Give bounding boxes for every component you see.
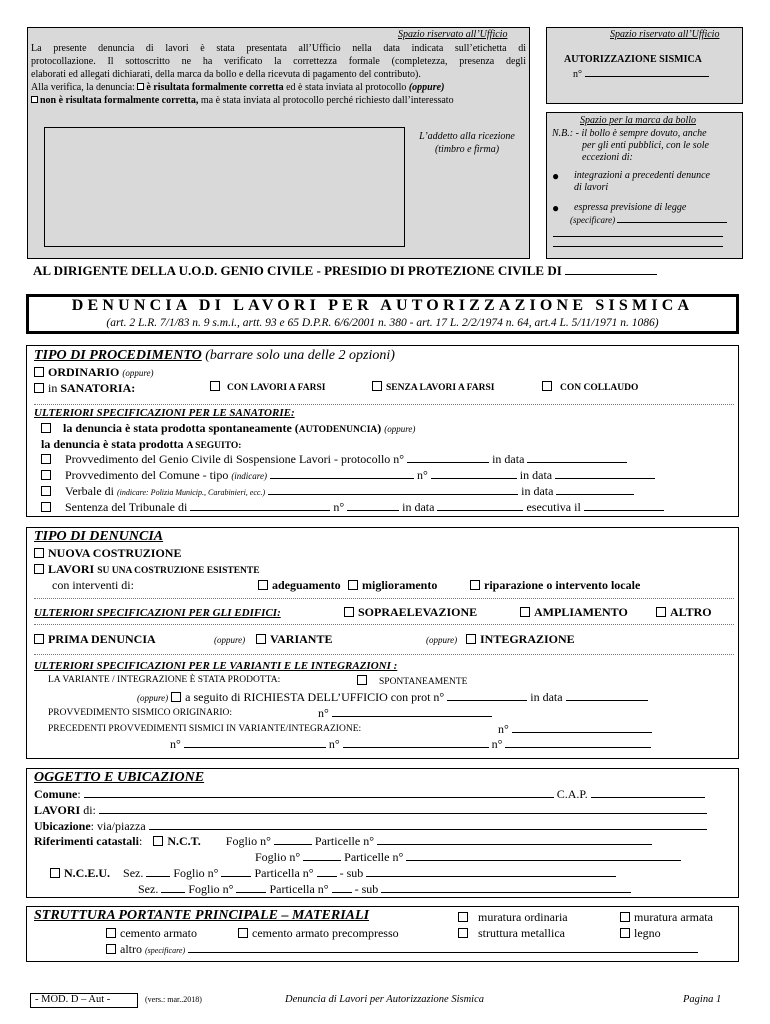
nceu-particella: Particella n° [254, 866, 314, 880]
prov-genio-in-data: in data [492, 452, 525, 466]
seguito-row [41, 437, 241, 452]
autorizzazione-num-label: n° [573, 69, 582, 80]
adeguamento-checkbox[interactable] [258, 580, 268, 590]
legno-checkbox[interactable] [620, 928, 630, 938]
corretta-checkbox[interactable] [137, 83, 144, 90]
sentenza-label: Sentenza del Tribunale di [65, 500, 188, 514]
nct-row: Riferimenti catastali: N.C.T. Foglio n° Particelle n° [34, 834, 652, 849]
con-collaudo-label: CON COLLAUDO [560, 383, 639, 393]
nceu-particella-2: Particella n° [269, 882, 329, 896]
lavori-label: LAVORI [34, 803, 81, 817]
prima-label: PRIMA DENUNCIA [48, 632, 156, 646]
addressee-text: AL DIRIGENTE DELLA U.O.D. GENIO CIVILE - PRESIDIO DI PROTEZIONE CIVILE DI [33, 263, 562, 278]
precedenti-field-1[interactable] [512, 723, 652, 733]
muratura-armata-label: muratura armata [634, 910, 713, 924]
spontanea-checkbox[interactable] [41, 423, 51, 433]
sentenza-esecutiva-field[interactable] [584, 501, 664, 511]
richiesta-row [137, 690, 648, 705]
spontaneamente-checkbox[interactable] [357, 675, 367, 685]
verbale-data-field[interactable] [556, 485, 634, 495]
variante-checkbox[interactable] [256, 634, 266, 644]
oggetto-heading: OGGETTO E UBICAZIONE [34, 770, 205, 785]
bollo-nb-2: per gli enti pubblici, con le sole [582, 140, 709, 151]
nct-row-2 [255, 850, 681, 865]
addetto-line-2: (timbro e firma) [434, 144, 500, 155]
prov-orig-n: n° [318, 706, 329, 720]
specificare-field[interactable] [617, 215, 727, 223]
altro-specificare: (specificare) [145, 946, 186, 955]
sopraelevazione-checkbox[interactable] [344, 607, 354, 617]
comune-row: Comune: C.A.P. [34, 787, 705, 802]
precompresso-label: cemento armato precompresso [252, 926, 399, 940]
precompresso-checkbox[interactable] [238, 928, 248, 938]
nceu-sez: Sez. [123, 866, 144, 880]
riparazione-checkbox[interactable] [470, 580, 480, 590]
muratura-armata-checkbox[interactable] [620, 912, 630, 922]
sentenza-row [41, 500, 664, 515]
seguito-caps: A SEGUITO: [186, 441, 242, 451]
bullet-icon: ● [552, 169, 560, 183]
footer-version: (vers.: mar..2018) [145, 995, 202, 1004]
ampliamento-checkbox[interactable] [520, 607, 530, 617]
precedenti-field-2[interactable] [184, 738, 326, 748]
interventi-label: con interventi di: [52, 578, 134, 592]
prov-comune-checkbox[interactable] [41, 470, 51, 480]
bollo-line-1[interactable] [553, 236, 723, 237]
sanatoria-row [34, 381, 734, 396]
altro-edifici-label: ALTRO [670, 605, 712, 619]
nceu-sub-field[interactable] [366, 867, 616, 877]
divider [34, 654, 734, 655]
ordinario-checkbox[interactable] [34, 367, 44, 377]
sanatoria-label: SANATORIA: [60, 381, 136, 395]
edifici-row [34, 605, 734, 620]
nct-foglio-2: Foglio n° [255, 850, 301, 864]
cemento-armato-label: cemento armato [120, 926, 197, 940]
nceu-row-2 [138, 882, 631, 897]
ampliamento-label: AMPLIAMENTO [534, 605, 628, 619]
sentenza-checkbox[interactable] [41, 502, 51, 512]
altro-materiale-label: altro [120, 942, 145, 956]
altro-materiale-row [106, 942, 698, 957]
ubicazione-row [34, 819, 707, 834]
prov-comune-in-data: in data [519, 468, 553, 482]
spontanea-end: ) [377, 421, 382, 435]
office-line-1: La presente denuncia di lavori è stata presentata all’Ufficio nella data indicata sull’etichetta di [31, 43, 526, 54]
spontanea-row [41, 421, 415, 436]
nceu-sez-2: Sez. [138, 882, 159, 896]
precedenti-field-4[interactable] [505, 738, 651, 748]
nceu-foglio-2: Foglio n° [188, 882, 234, 896]
con-lavori-checkbox[interactable] [210, 381, 220, 391]
nceu-checkbox[interactable] [50, 868, 60, 878]
con-lavori-label: CON LAVORI A FARSI [227, 383, 326, 393]
addetto-line-1: L’addetto alla ricezione [419, 131, 515, 142]
document-subtitle: (art. 2 L.R. 7/1/83 n. 9 s.m.i., artt. 93 e 65 D.P.R. 6/6/2001 n. 380 - art. 17 L. 2/2/1974 n. 64, art.4 L. 5/11/1971 n. 1086) [106, 317, 659, 329]
metallica-checkbox[interactable] [458, 928, 468, 938]
precedenti-n-4: n° [491, 737, 503, 751]
bollo-nb-3: eccezioni di: [582, 152, 633, 163]
prov-genio-data-field[interactable] [527, 453, 627, 463]
verbale-in-data: in data [521, 484, 554, 498]
sanatoria-checkbox[interactable] [34, 383, 44, 393]
bollo-line-2[interactable] [553, 246, 723, 247]
denuncia-heading: TIPO DI DENUNCIA [34, 529, 164, 544]
nceu-sub: - sub [339, 866, 364, 880]
lavori-label: LAVORI [48, 562, 98, 576]
nceu-label: N.C.E.U. [64, 866, 111, 880]
richiesta-prot-field[interactable] [447, 691, 527, 701]
lavori-di: di: [80, 803, 96, 817]
footer-mod: - MOD. D – Aut - [35, 994, 111, 1005]
precedenti-n-2: n° [170, 737, 181, 751]
altro-edifici-checkbox[interactable] [656, 607, 666, 617]
nceu-particella-field[interactable] [317, 867, 337, 877]
nct-particelle-field-2[interactable] [406, 851, 681, 861]
prov-comune-tipo-field[interactable] [270, 469, 414, 479]
nuova-costruzione-checkbox[interactable] [34, 548, 44, 558]
adeguamento-label: adeguamento [272, 578, 341, 592]
precedenti-label: PRECEDENTI PROVVEDIMENTI SISMICI IN VARIANTE/INTEGRAZIONE: [48, 724, 362, 734]
sentenza-in-data: in data [402, 500, 435, 514]
spontaneamente-label: SPONTANEAMENTE [379, 677, 468, 687]
autorizzazione-num-field[interactable] [585, 67, 709, 77]
bollo-header: Spazio per la marca da bollo [580, 115, 697, 126]
legno-row [620, 926, 661, 941]
sentenza-esecutiva: esecutiva il [526, 500, 581, 514]
nct-particelle-2: Particelle n° [344, 850, 404, 864]
divider [34, 404, 734, 405]
addressee [33, 263, 657, 279]
office-line-3: elaborati ed allegati dichiarati, della marca da bollo e della ricevuta di pagamento del contributo). [31, 69, 421, 80]
miglioramento-label: miglioramento [362, 578, 438, 592]
ubicazione-field[interactable] [149, 820, 707, 830]
precedenti-n-1: n° [498, 722, 509, 736]
footer-page: Pagina 1 [683, 994, 722, 1005]
spontanea-oppure: (oppure) [384, 424, 416, 434]
muratura-ordinaria-row [458, 910, 568, 925]
office-box-header: Spazio riservato all’Ufficio [398, 29, 508, 40]
prov-comune-numero-field[interactable] [431, 469, 517, 479]
nceu-row [50, 866, 616, 881]
precedenti-field-3[interactable] [343, 738, 489, 748]
nct-particelle: Particelle n° [314, 834, 375, 848]
nct-particelle-field[interactable] [377, 835, 652, 845]
office-line-5a: non è risultata formalmente corretta, [40, 95, 199, 106]
bollo-nb-1: N.B.: - il bollo è sempre dovuto, anche [552, 128, 707, 139]
miglioramento-checkbox[interactable] [348, 580, 358, 590]
ordinario-row [34, 365, 154, 380]
sentenza-tribunale-field[interactable] [190, 501, 330, 511]
richiesta-oppure: (oppure) [137, 693, 169, 703]
var-prodotta-label: LA VARIANTE / INTEGRAZIONE È STATA PRODOTTA: [48, 675, 281, 685]
autodenuncia-label: AUTODENUNCIA [298, 425, 378, 435]
altro-materiale-field[interactable] [188, 943, 698, 953]
lavori-esistente-checkbox[interactable] [34, 564, 44, 574]
var-prodotta-row [48, 675, 728, 685]
nct-foglio-field-2[interactable] [303, 851, 341, 861]
sentenza-numero-field[interactable] [347, 501, 399, 511]
metallica-label: struttura metallica [478, 926, 565, 940]
richiesta-ufficio-checkbox[interactable] [171, 692, 181, 702]
struttura-heading: STRUTTURA PORTANTE PRINCIPALE – MATERIALI [34, 908, 370, 923]
nct-foglio-field[interactable] [274, 835, 312, 845]
nceu-sez-field-2[interactable] [161, 883, 185, 893]
con-collaudo-checkbox[interactable] [542, 381, 552, 391]
precedenti-row [48, 724, 728, 734]
procedimento-heading-text: TIPO DI PROCEDIMENTO [34, 348, 202, 363]
prov-comune-label: Provvedimento del Comune - tipo [65, 468, 232, 482]
legno-label: legno [634, 926, 661, 940]
metallica-row [458, 926, 565, 941]
verbale-note: (indicare: Polizia Municip., Carabinieri, ecc.) [116, 488, 266, 497]
prov-comune-data-field[interactable] [555, 469, 655, 479]
richiesta-data-field[interactable] [566, 691, 648, 701]
bollo-item-1b: di lavori [574, 182, 609, 193]
prov-genio-checkbox[interactable] [41, 454, 51, 464]
cemento-armato-checkbox[interactable] [106, 928, 116, 938]
bollo-exceptions [552, 170, 742, 226]
richiesta-label: a seguito di RICHIESTA DELL’UFFICIO con prot n° [185, 690, 445, 704]
sanatoria-pre: in [48, 381, 61, 395]
integrazione-checkbox[interactable] [466, 634, 476, 644]
divider [34, 624, 734, 625]
cap-label: C.A.P. [556, 787, 588, 801]
sopraelevazione-label: SOPRAELEVAZIONE [358, 605, 478, 619]
nceu-foglio-field[interactable] [221, 867, 251, 877]
sentenza-n: n° [333, 500, 345, 514]
nceu-foglio: Foglio n° [173, 866, 219, 880]
precedenti-row-2 [170, 737, 651, 752]
nceu-sez-field[interactable] [146, 867, 170, 877]
bollo-item-2a: espressa previsione di legge [574, 202, 687, 213]
verbale-checkbox[interactable] [41, 486, 51, 496]
ordinario-oppure: (oppure) [122, 368, 154, 378]
nceu-sub-2: - sub [354, 882, 379, 896]
interventi-row [52, 578, 732, 593]
comune-field[interactable] [84, 788, 554, 798]
procedimento-heading [34, 348, 395, 364]
prov-orig-label: PROVVEDIMENTO SISMICO ORIGINARIO: [48, 708, 233, 718]
cap-field[interactable] [591, 788, 705, 798]
variante-oppure: (oppure) [426, 635, 458, 645]
ult-sanatorie-heading: ULTERIORI SPECIFICAZIONI PER LE SANATORIE: [34, 407, 295, 419]
ult-varianti-heading: ULTERIORI SPECIFICAZIONI PER LE VARIANTI E LE INTEGRAZIONI : [34, 660, 398, 672]
bullet-icon: ● [552, 201, 560, 215]
ult-edifici-heading: ULTERIORI SPECIFICAZIONI PER GLI EDIFICI: [34, 607, 281, 619]
bollo-nb [552, 128, 742, 164]
prov-orig-row [48, 708, 728, 718]
nct-label: N.C.T. [167, 834, 201, 848]
sentenza-data-field[interactable] [437, 501, 523, 511]
prov-orig-field[interactable] [332, 707, 492, 717]
precompresso-row [238, 926, 399, 941]
bollo-item-1a: integrazioni a precedenti denunce [574, 170, 710, 181]
prov-comune-row [41, 468, 655, 483]
nuova-label: NUOVA COSTRUZIONE [48, 546, 182, 560]
spontanea-label: la denuncia è stata prodotta spontaneamente ( [63, 421, 299, 435]
cemento-row [106, 926, 197, 941]
prov-comune-n: n° [416, 468, 428, 482]
autorizzazione-header: Spazio riservato all’Ufficio [610, 29, 720, 40]
footer-doc-title: Denuncia di Lavori per Autorizzazione Sismica [285, 994, 485, 1005]
ubicazione-label: Ubicazione [34, 819, 91, 833]
office-box-text [31, 42, 526, 107]
non-corretta-checkbox[interactable] [31, 96, 38, 103]
verbale-row [41, 484, 634, 499]
precedenti-n-3: n° [328, 737, 340, 751]
variante-label: VARIANTE [270, 632, 333, 646]
bollo-item-2b: (specificare) [570, 215, 616, 225]
nceu-sub-field-2[interactable] [381, 883, 631, 893]
autorizzazione-title: AUTORIZZAZIONE SISMICA [564, 54, 702, 65]
prov-genio-protocollo-field[interactable] [407, 453, 489, 463]
nuova-row [34, 546, 181, 561]
riferimenti-label: Riferimenti catastali [34, 834, 139, 848]
senza-lavori-checkbox[interactable] [372, 381, 382, 391]
integrazione-label: INTEGRAZIONE [480, 632, 575, 646]
verbale-field[interactable] [268, 485, 518, 495]
office-line-4c: ed è stata inviata al protocollo [283, 82, 409, 93]
seguito-label: la denuncia è stata prodotta [41, 437, 187, 451]
office-line-4a: Alla verifica, la denuncia: [31, 82, 138, 93]
ordinario-label: ORDINARIO [48, 365, 120, 379]
riparazione-label: riparazione o intervento locale [484, 578, 641, 592]
muratura-ordinaria-label: muratura ordinaria [478, 910, 568, 924]
addetto-label [406, 130, 528, 156]
prima-denuncia-checkbox[interactable] [34, 634, 44, 644]
nceu-particella-field-2[interactable] [332, 883, 352, 893]
office-line-2: protocollazione. Il sottoscritto ne ha verificato la correttezza formale (completezza, presenza degli [31, 56, 526, 67]
comune-label: Comune [34, 787, 78, 801]
nceu-foglio-field-2[interactable] [236, 883, 266, 893]
divider [34, 598, 734, 599]
nct-checkbox[interactable] [153, 836, 163, 846]
prov-genio-row [41, 452, 627, 467]
prov-comune-indicare: (indicare) [231, 471, 267, 481]
procedimento-heading-note: (barrare solo una delle 2 opzioni) [201, 348, 395, 363]
lavori-row [34, 803, 707, 818]
prima-oppure: (oppure) [214, 635, 246, 645]
office-line-5b: ma è stata inviata al protocollo perché richiesto dall’interessato [198, 95, 454, 106]
autorizzazione-number [573, 67, 709, 80]
richiesta-in-data: in data [530, 690, 563, 704]
nct-foglio: Foglio n° [225, 834, 271, 848]
stamp-area[interactable] [44, 127, 405, 247]
ubicazione-via: : via/piazza [90, 819, 146, 833]
document-title: DENUNCIA DI LAVORI PER AUTORIZZAZIONE SISMICA [71, 297, 694, 314]
muratura-ordinaria-checkbox[interactable] [458, 912, 468, 922]
presidio-field[interactable] [565, 264, 657, 275]
office-line-4b: è risultata formalmente corretta [146, 82, 284, 93]
prima-denuncia-row [34, 632, 734, 647]
lavori-field[interactable] [99, 804, 707, 814]
prov-genio-label: Provvedimento del Genio Civile di Sospensione Lavori - protocollo n° [65, 452, 405, 466]
lavori-esistente-row [34, 562, 260, 577]
senza-lavori-label: SENZA LAVORI A FARSI [386, 383, 495, 393]
lavori-caps: SU UNA COSTRUZIONE ESISTENTE [97, 566, 260, 576]
muratura-armata-row [620, 910, 713, 925]
altro-materiale-checkbox[interactable] [106, 944, 116, 954]
office-line-4d: (oppure) [408, 82, 445, 93]
verbale-label: Verbale di [65, 484, 117, 498]
